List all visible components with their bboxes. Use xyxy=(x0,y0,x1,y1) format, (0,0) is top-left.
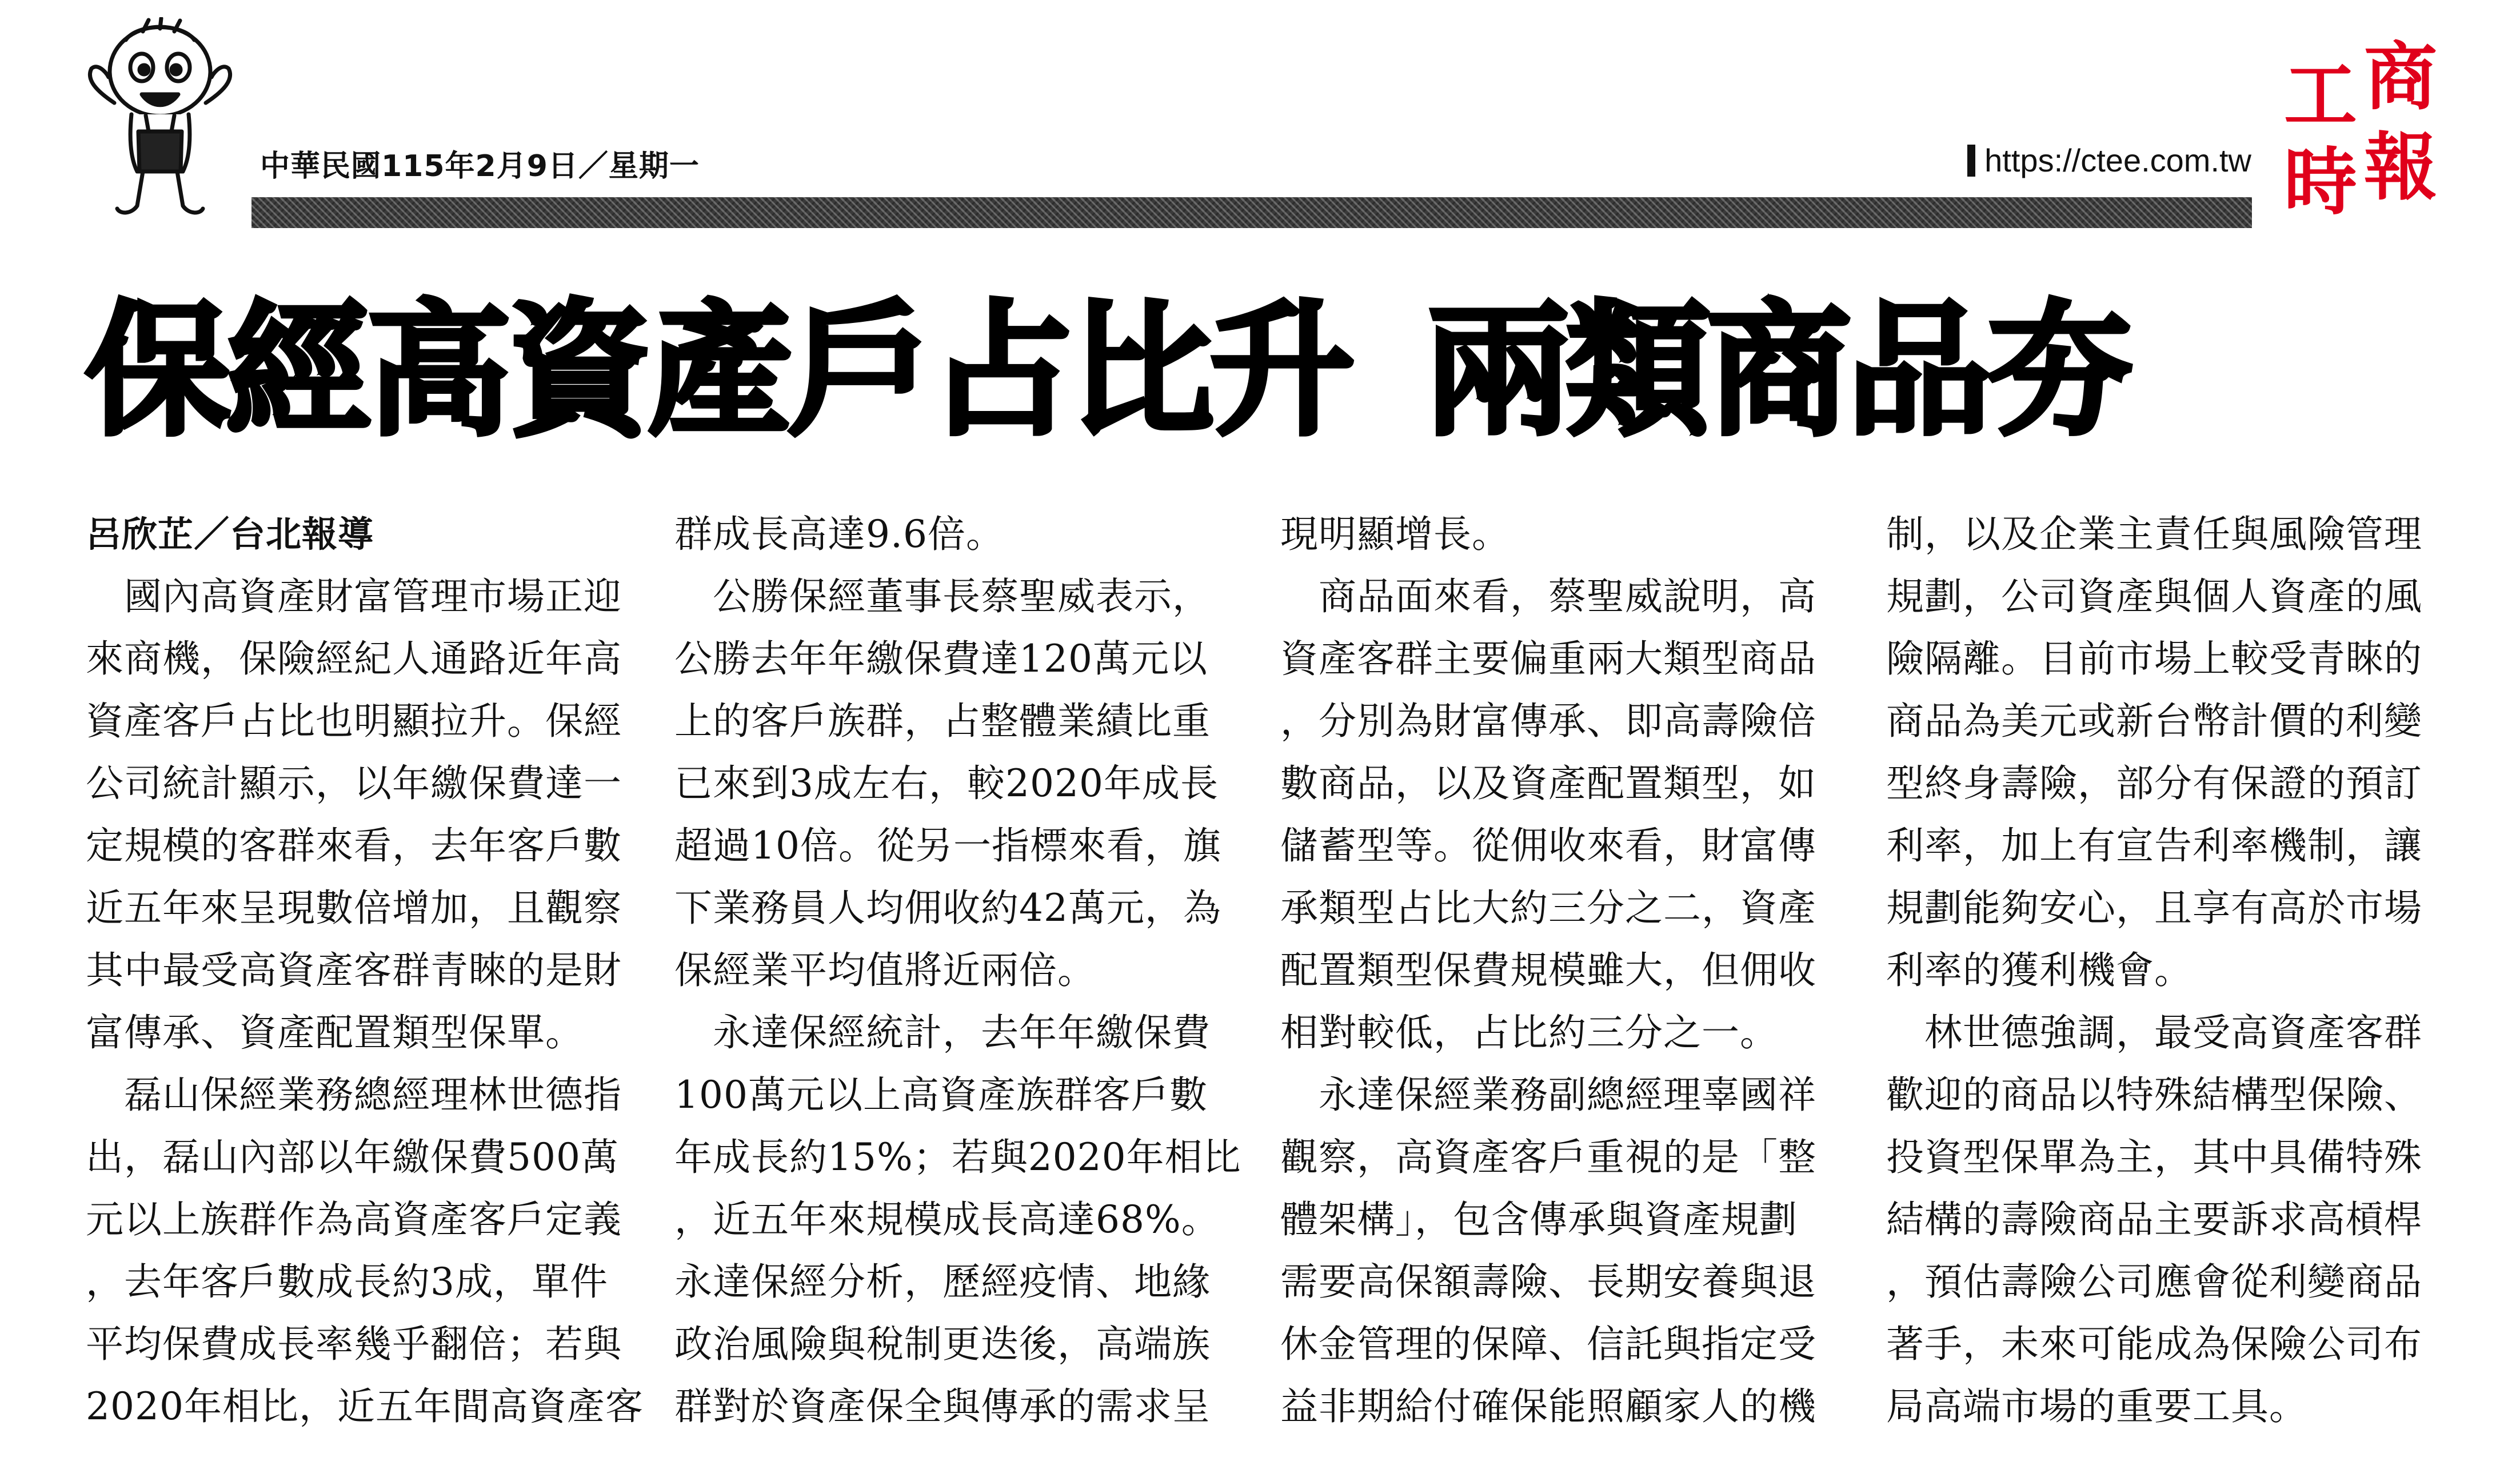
logo-char-bao: 報 xyxy=(2363,125,2437,210)
text-line: 承類型占比大約三分之二，資產 xyxy=(1280,886,1816,930)
text-line: 群成長高達9.6倍。 xyxy=(674,512,1004,556)
text-line: 需要高保額壽險、長期安養與退 xyxy=(1280,1260,1816,1304)
text-line: 利率，加上有宣告利率機制，讓 xyxy=(1886,824,2422,868)
headline xyxy=(86,286,2452,457)
text-line: 林世德強調，最受高資產客群 xyxy=(1886,1011,2422,1055)
text-line: 國內高資產財富管理市場正迎 xyxy=(86,574,622,618)
text-line: 規劃能夠安心，且享有高於市場 xyxy=(1886,886,2422,930)
dateline: 中華民國115年2月9日／星期一 xyxy=(260,149,700,183)
text-line: 已來到3成左右，較2020年成長 xyxy=(674,761,1219,805)
text-line: 歡迎的商品以特殊結構型保險、 xyxy=(1886,1073,2422,1117)
text-line: 磊山保經業務總經理林世德指 xyxy=(86,1073,622,1117)
article-column-2 xyxy=(674,503,1241,1438)
text-line: 益非期給付確保能照顧家人的機 xyxy=(1280,1384,1816,1428)
text-line: ，分別為財富傳承、即高壽險倍 xyxy=(1280,699,1816,743)
text-line: 群對於資產保全與傳承的需求呈 xyxy=(674,1384,1211,1428)
text-line: 休金管理的保障、信託與指定受 xyxy=(1280,1322,1816,1366)
text-line: 著手，未來可能成為保險公司布 xyxy=(1886,1322,2422,1366)
text-line: 投資型保單為主，其中具備特殊 xyxy=(1886,1135,2422,1179)
text-line: 平均保費成長率幾乎翻倍；若與 xyxy=(86,1322,622,1366)
text-line: 資產客戶占比也明顯拉升。保經 xyxy=(86,699,622,743)
text-line: 永達保經統計，去年年繳保費 xyxy=(674,1011,1211,1055)
logo-char-gong: 工 xyxy=(2283,53,2357,138)
text-line: 公司統計顯示，以年繳保費達一 xyxy=(86,761,622,805)
text-line: 觀察，高資產客戶重視的是「整 xyxy=(1280,1135,1816,1179)
text-line: 上的客戶族群，占整體業績比重 xyxy=(674,699,1211,743)
text-line: ，預估壽險公司應會從利變商品 xyxy=(1886,1260,2422,1304)
text-line: 規劃，公司資產與個人資產的風 xyxy=(1886,574,2422,618)
text-line: 保經業平均值將近兩倍。 xyxy=(674,948,1096,992)
logo-char-shang: 商 xyxy=(2363,34,2437,120)
text-line: 其中最受高資產客群青睞的是財 xyxy=(86,948,622,992)
text-line: 商品為美元或新台幣計價的利變 xyxy=(1886,699,2422,743)
text-line: 體架構」，包含傳承與資產規劃 xyxy=(1280,1197,1798,1242)
article-column-3 xyxy=(1280,503,1829,1438)
website-url-text: https://ctee.com.tw xyxy=(1984,142,2251,178)
text-line: 險隔離。目前市場上較受青睞的 xyxy=(1886,637,2422,681)
article-column-4 xyxy=(1886,503,2435,1438)
text-line: ，去年客戶數成長約3成，單件 xyxy=(86,1260,608,1304)
text-line: 資產客群主要偏重兩大類型商品 xyxy=(1280,637,1816,681)
logo-char-shi: 時 xyxy=(2283,139,2357,225)
text-line: 數商品，以及資產配置類型，如 xyxy=(1280,761,1816,805)
text-line: 年成長約15%；若與2020年相比 xyxy=(674,1135,1241,1179)
text-line: 永達保經業務副總經理辜國祥 xyxy=(1280,1073,1816,1117)
text-line: 出，磊山內部以年繳保費500萬 xyxy=(86,1135,619,1179)
text-line: 元以上族群作為高資產客戶定義 xyxy=(86,1197,622,1242)
newspaper-logo xyxy=(2281,33,2441,227)
byline: 呂欣芷／台北報導 xyxy=(86,513,374,555)
headline-part-1: 保經高資產戶占比升 xyxy=(86,288,1352,455)
text-line: 公勝去年年繳保費達120萬元以 xyxy=(674,637,1208,681)
text-line: 定規模的客群來看，去年客戶數 xyxy=(86,824,622,868)
text-line: 相對較低，占比約三分之一。 xyxy=(1280,1011,1778,1055)
text-line: 結構的壽險商品主要訴求高槓桿 xyxy=(1886,1197,2422,1242)
text-line: 永達保經分析，歷經疫情、地緣 xyxy=(674,1260,1211,1304)
mascot-illustration xyxy=(74,17,246,229)
text-line: 局高端市場的重要工具。 xyxy=(1886,1384,2307,1428)
text-line: 下業務員人均佣收約42萬元，為 xyxy=(674,886,1221,930)
text-line: 制，以及企業主責任與風險管理 xyxy=(1886,512,2422,556)
text-line: 100萬元以上高資產族群客戶數 xyxy=(674,1073,1208,1117)
text-line: 2020年相比，近五年間高資產客 xyxy=(86,1384,644,1428)
article-column-1 xyxy=(86,503,644,1438)
text-line: 來商機，保險經紀人通路近年高 xyxy=(86,637,622,681)
text-line: 富傳承、資產配置類型保單。 xyxy=(86,1011,584,1055)
text-line: 利率的獲利機會。 xyxy=(1886,948,2192,992)
text-line: 政治風險與稅制更迭後，高端族 xyxy=(674,1322,1211,1366)
text-line: 型終身壽險，部分有保證的預訂 xyxy=(1886,761,2422,805)
text-line: 儲蓄型等。從佣收來看，財富傳 xyxy=(1280,824,1816,868)
text-line: 超過10倍。從另一指標來看，旗 xyxy=(674,824,1221,868)
headline-part-2: 兩類商品夯 xyxy=(1425,288,2129,455)
url-bar-icon xyxy=(1967,145,1975,177)
text-line: 配置類型保費規模雖大，但佣收 xyxy=(1280,948,1816,992)
text-line: ，近五年來規模成長高達68%。 xyxy=(674,1197,1220,1242)
masthead-rule xyxy=(251,197,2252,228)
website-url[interactable] xyxy=(1967,142,2251,179)
text-line: 商品面來看，蔡聖威說明，高 xyxy=(1280,574,1816,618)
text-line: 公勝保經董事長蔡聖威表示， xyxy=(674,574,1211,618)
text-line: 近五年來呈現數倍增加，且觀察 xyxy=(86,886,622,930)
text-line: 現明顯增長。 xyxy=(1280,512,1510,556)
